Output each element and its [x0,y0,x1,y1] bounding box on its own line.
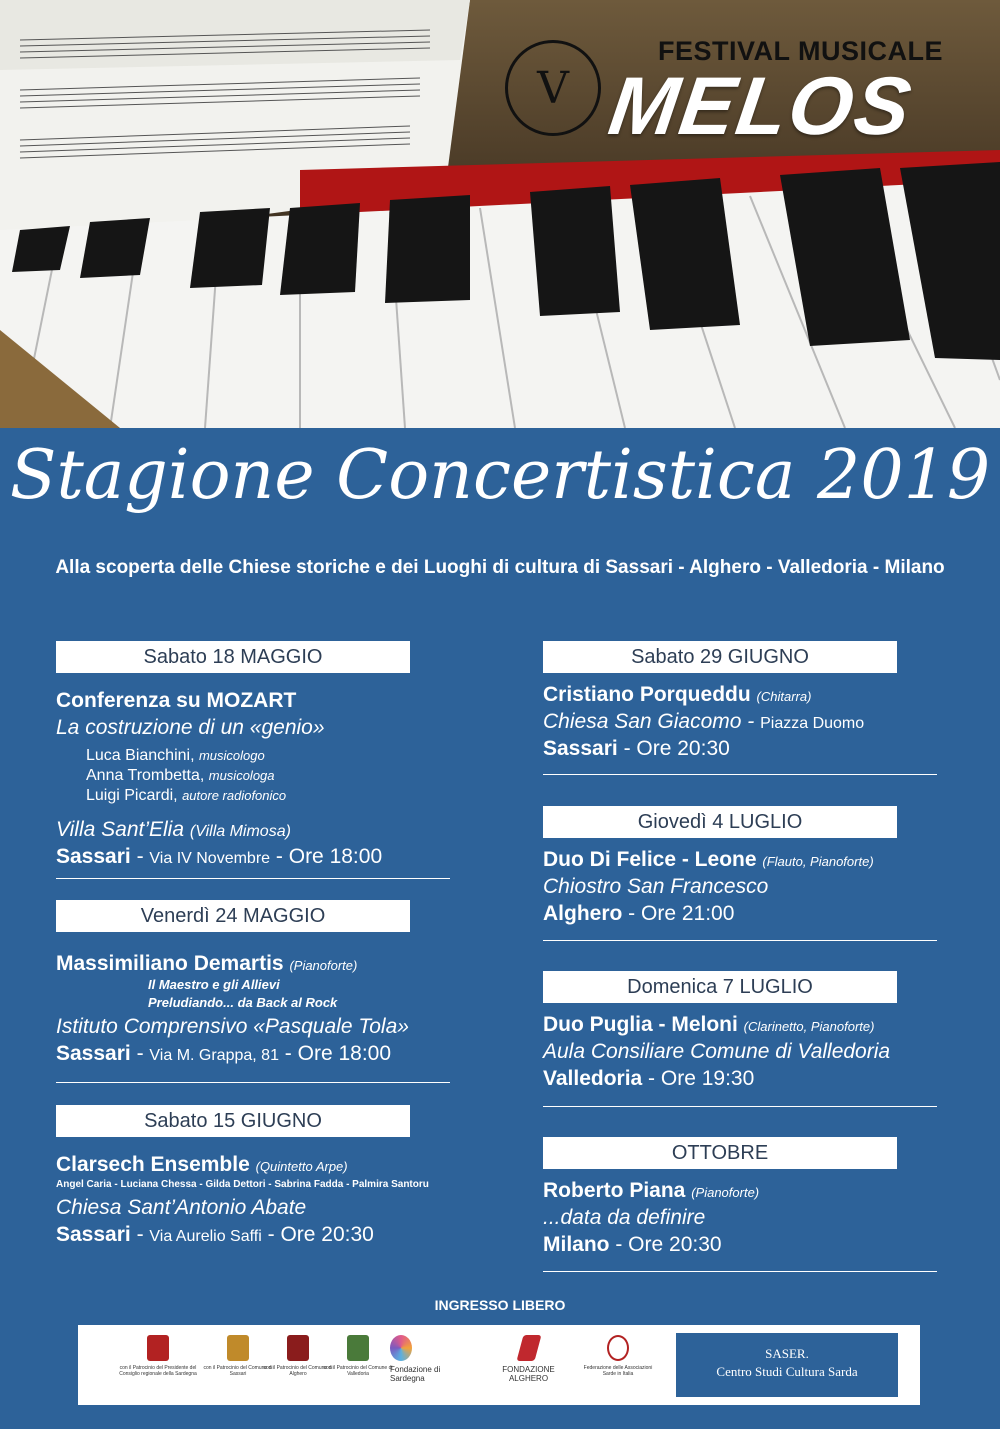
event-title: Cristiano Porqueddu (Chitarra) [543,683,812,706]
event-venue: ...data da definire [543,1206,706,1229]
event-subtitle: La costruzione di un «genio» [56,716,325,739]
event-card [56,1105,450,1247]
sponsor-bar [78,1325,920,1405]
event-date: Domenica 7 LUGLIO [543,971,897,1003]
event-date: Giovedì 4 LUGLIO [543,806,897,838]
alghero-crest-icon [287,1335,309,1361]
event-location: Alghero - Ore 21:00 [543,902,735,925]
event-title: Conferenza su MOZART [56,689,297,712]
speaker: Luigi Picardi, autore radiofonico [86,787,287,804]
page-title: Stagione Concertistica 2019 [9,436,991,515]
event-program: Il Maestro e gli Allievi Preludiando... da Back al Rock [148,977,338,1010]
event-card [543,1137,937,1257]
page-subtitle: Alla scoperta delle Chiese storiche e dei Luoghi di cultura di Sassari - Alghero - Valledoria - Milano [55,557,945,578]
divider [543,940,937,941]
event-card [543,971,937,1091]
speaker-list [56,746,450,806]
sponsor-logo: con il Patrocinio del Presidente del Consiglio regionale della Sardegna [118,1335,198,1377]
event-title: Clarsech Ensemble (Quintetto Arpe) [56,1153,348,1176]
valledoria-crest-icon [347,1335,369,1361]
sponsor-logo: con il Patrocinio del Comune di Alghero [263,1335,333,1377]
festival-logo-icon: V [505,40,601,136]
fondazione-sardegna-logo-icon [390,1335,412,1361]
fasi-logo-icon [607,1335,629,1361]
event-date: Sabato 29 GIUGNO [543,641,897,673]
event-location: Sassari - Via Aurelio Saffi - Ore 20:30 [56,1223,374,1246]
event-location: Sassari - Via M. Grappa, 81 - Ore 18:00 [56,1042,392,1065]
speaker: Anna Trombetta, musicologa [86,767,275,784]
festival-label: FESTIVAL MUSICALE [658,36,944,66]
event-title: Duo Puglia - Meloni (Clarinetto, Pianoforte) [543,1013,875,1036]
event-venue: Chiesa Sant’Antonio Abate [56,1196,307,1219]
event-venue: Chiostro San Francesco [543,875,769,898]
event-location: Milano - Ore 20:30 [543,1233,722,1256]
event-venue: Istituto Comprensivo «Pasquale Tola» [56,1015,409,1038]
free-entry-label: INGRESSO LIBERO [434,1297,566,1313]
event-title: Massimiliano Demartis (Pianoforte) [56,952,358,975]
event-card [56,900,450,1066]
event-venue: Aula Consiliare Comune di Valledoria [543,1040,891,1063]
divider [56,878,450,879]
sponsor-logo: con il Patrocinio del Comune di Valledoria [323,1335,393,1377]
sponsor-logo: Federazione delle Associazioni Sarde in Italia [583,1335,653,1377]
event-date: Venerdì 24 MAGGIO [56,900,410,932]
sponsor-logo: FONDAZIONE ALGHERO [486,1335,571,1383]
sponsor-logo: con il Patrocinio del Comune di Sassari [203,1335,273,1377]
event-venue: Chiesa San Giacomo - Piazza Duomo [543,710,865,733]
divider [543,1106,937,1107]
regione-sardegna-crest-icon [147,1335,169,1361]
event-date: OTTOBRE [543,1137,897,1169]
event-date: Sabato 15 GIUGNO [56,1105,410,1137]
saser-box: SASER. Centro Studi Cultura Sarda [676,1333,898,1397]
event-date: Sabato 18 MAGGIO [56,641,410,673]
sassari-crest-icon [227,1335,249,1361]
event-location: Sassari - Ore 20:30 [543,737,730,760]
brand-name: MELOS [603,61,919,152]
hero-photo [0,0,1000,428]
divider [56,1082,450,1083]
divider [543,1271,937,1272]
event-location: Valledoria - Ore 19:30 [543,1067,755,1090]
event-title: Duo Di Felice - Leone (Flauto, Pianoforte) [543,848,874,871]
event-card [56,641,450,869]
event-card [543,806,937,926]
event-card [543,641,937,761]
divider [543,774,937,775]
fondazione-alghero-logo-icon [516,1335,541,1361]
event-location: Sassari - Via IV Novembre - Ore 18:00 [56,845,383,868]
event-venue: Villa Sant’Elia (Villa Mimosa) [56,818,291,841]
performer-list: Angel Caria - Luciana Chessa - Gilda Dettori - Sabrina Fadda - Palmira Santoru [56,1179,429,1190]
speaker: Luca Bianchini, musicologo [86,747,265,764]
event-title: Roberto Piana (Pianoforte) [543,1179,760,1202]
sponsor-logo: Fondazione di Sardegna [390,1335,475,1383]
